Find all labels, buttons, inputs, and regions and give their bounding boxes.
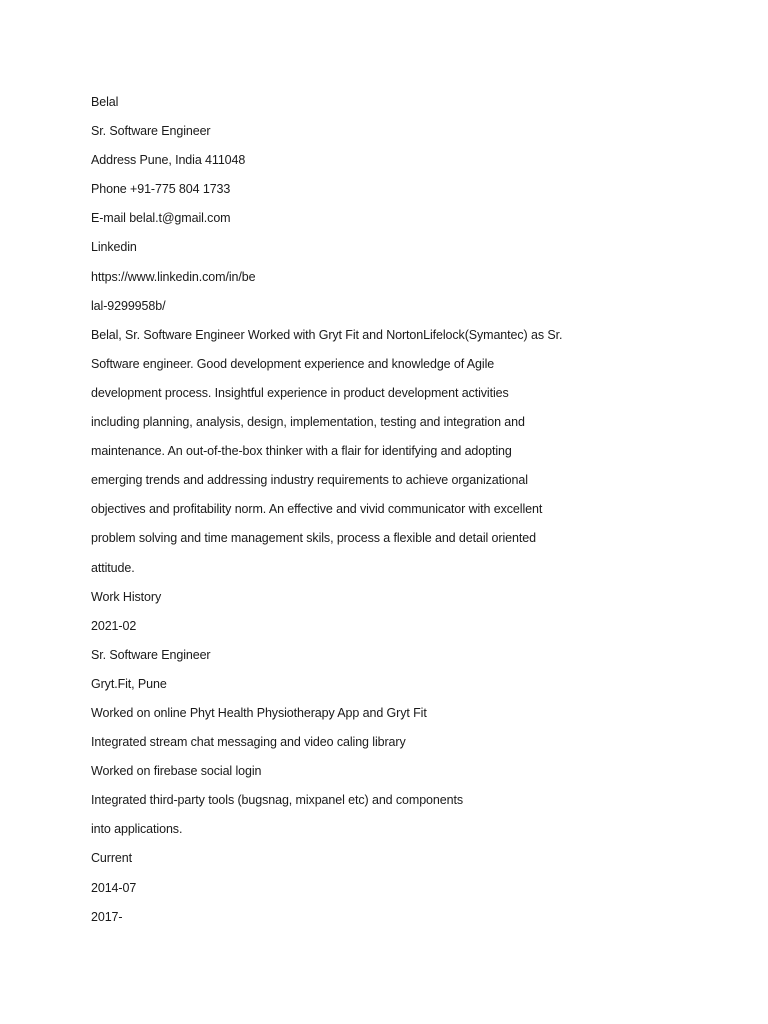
job-duty: into applications. xyxy=(91,822,183,837)
job-duty: Integrated stream chat messaging and video caling library xyxy=(91,735,406,750)
summary-line: including planning, analysis, design, implementation, testing and integration and xyxy=(91,415,525,430)
linkedin-url-line-1: https://www.linkedin.com/in/be xyxy=(91,269,256,284)
summary-line: objectives and profitability norm. An effective and vivid communicator with excellent xyxy=(91,502,543,517)
job-duty: Integrated third-party tools (bugsnag, mixpanel etc) and components xyxy=(91,793,463,808)
email-line: E-mail belal.t@gmail.com xyxy=(91,211,231,226)
linkedin-label: Linkedin xyxy=(91,240,137,255)
summary-line: emerging trends and addressing industry requirements to achieve organizational xyxy=(91,473,528,488)
job-company: Gryt.Fit, Pune xyxy=(91,676,167,691)
summary-line: maintenance. An out-of-the-box thinker with a flair for identifying and adopting xyxy=(91,444,512,459)
next-job-end-date: 2017- xyxy=(91,909,123,924)
summary-line: problem solving and time management skils, process a flexible and detail oriented xyxy=(91,531,536,546)
work-history-heading: Work History xyxy=(91,589,162,604)
job-end-label: Current xyxy=(91,851,132,866)
resume-content xyxy=(91,90,691,934)
job-role: Sr. Software Engineer xyxy=(91,647,211,662)
summary-line: attitude. xyxy=(91,560,135,575)
address-line: Address Pune, India 411048 xyxy=(91,153,246,168)
phone-line: Phone +91-775 804 1733 xyxy=(91,182,231,197)
linkedin-url-line-2: lal-9299958b/ xyxy=(91,298,166,313)
job-duty: Worked on online Phyt Health Physiotherapy App and Gryt Fit xyxy=(91,705,427,720)
summary-line: Belal, Sr. Software Engineer Worked with Gryt Fit and NortonLifelock(Symantec) as Sr. xyxy=(91,327,563,342)
next-job-start-date: 2014-07 xyxy=(91,880,137,895)
candidate-name: Belal xyxy=(91,95,119,109)
job-duty: Worked on firebase social login xyxy=(91,764,262,779)
summary-line: development process. Insightful experience in product development activities xyxy=(91,385,509,400)
candidate-title: Sr. Software Engineer xyxy=(91,124,211,139)
summary-line: Software engineer. Good development experience and knowledge of Agile xyxy=(91,356,495,371)
job-start-date: 2021-02 xyxy=(91,618,137,633)
